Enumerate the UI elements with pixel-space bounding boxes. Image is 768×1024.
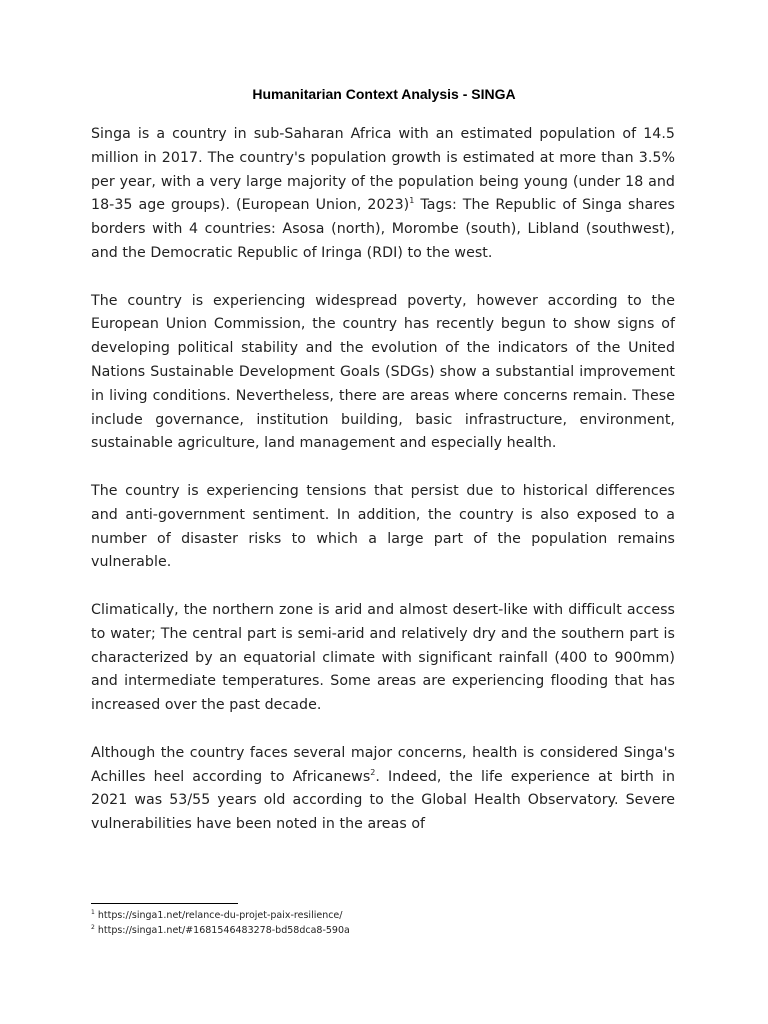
paragraph-text: Singa is a country in sub-Saharan Africa with an estimated population of 14.5 million in 2017. The country's population growth is estimated at more than 3.5% per year, with a very large majority of the population being young (under 18 and 18-35 age groups). (European Union, 2023): [91, 126, 675, 214]
footnote-link[interactable]: https://singa1.net/#1681546483278-bd58dca8-590a: [94, 925, 350, 936]
footnote-number: 1: [91, 909, 95, 916]
paragraph-poverty: The country is experiencing widespread poverty, however according to the European Union Commission, the country has recently begun to show signs of developing political stability and the evolution of the indicators of the United Nations Sustainable Development Goals (SDGs) show a substantial improvement in living conditions. Nevertheless, there are areas where concerns remain. These include governance, institution building, basic infrastructure, environment, sustainable agriculture, land management and especially health.: [91, 292, 675, 452]
paragraph-climate: Climatically, the northern zone is arid and almost desert-like with difficult access to water; The central part is semi-arid and relatively dry and the southern part is characterized by an equatorial climate with significant rainfall (400 to 900mm) and intermediate temperatures. Some areas are experiencing flooding that has increased over the past decade.: [91, 601, 675, 714]
document-title: Humanitarian Context Analysis - SINGA: [252, 86, 516, 102]
footnotes: [91, 908, 691, 938]
document-body: [91, 123, 675, 861]
paragraph-text: Tags: The Republic of Singa shares borders with 4 countries: Asosa (north), Morombe (south), Libland (southwest), and the Democratic Republic of Iringa (RDI) to the west.: [91, 197, 675, 261]
paragraph-text: . Indeed, the life experience at birth in 2021 was 53/55 years old according to the Global Health Observatory. Severe vulnerabilities have been noted in the areas of: [91, 768, 675, 833]
footnote-1: [91, 908, 691, 923]
footnote-number: 2: [91, 924, 95, 931]
footnote-ref-1: 1: [409, 196, 415, 206]
paragraph-population: [91, 123, 675, 266]
footnote-2: [91, 923, 691, 938]
footnote-link[interactable]: https://singa1.net/relance-du-projet-paix-resilience/: [94, 910, 343, 921]
footnote-ref-2: 2: [370, 767, 376, 777]
paragraph-tensions: The country is experiencing tensions that persist due to historical differences and anti-government sentiment. In addition, the country is also exposed to a number of disaster risks to which a large part of the population remains vulnerable.: [91, 482, 675, 571]
paragraph-health: [91, 742, 675, 837]
footnote-separator: [91, 903, 238, 904]
paragraph-text: Although the country faces several major concerns, health is considered Singa's Achilles heel according to Africanews: [91, 744, 675, 785]
